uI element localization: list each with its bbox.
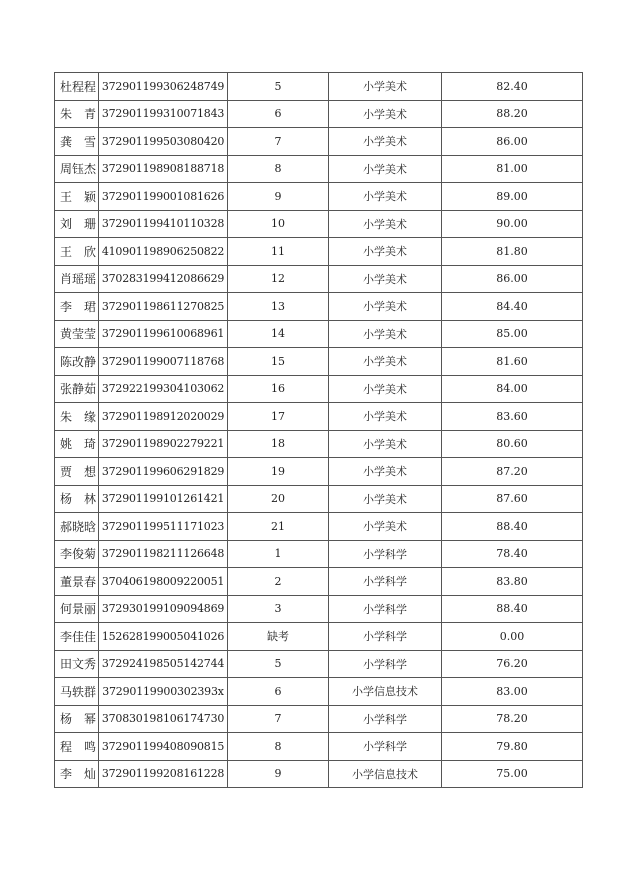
- cell-draw-number: 21: [228, 513, 329, 541]
- table-row: [55, 238, 583, 266]
- cell-draw-number: 6: [228, 678, 329, 706]
- cell-subject: 小学科学: [329, 650, 442, 678]
- cell-subject: 小学科学: [329, 568, 442, 596]
- cell-subject: 小学科学: [329, 705, 442, 733]
- table-row: [55, 458, 583, 486]
- table-row: [55, 430, 583, 458]
- table-row: [55, 403, 583, 431]
- cell-name: 陈改静: [55, 348, 99, 376]
- cell-score: 83.00: [442, 678, 583, 706]
- cell-subject: 小学美术: [329, 265, 442, 293]
- cell-score: 83.60: [442, 403, 583, 431]
- cell-draw-number: 7: [228, 128, 329, 156]
- cell-draw-number: 8: [228, 155, 329, 183]
- cell-score: 84.00: [442, 375, 583, 403]
- cell-score: 87.20: [442, 458, 583, 486]
- cell-subject: 小学美术: [329, 320, 442, 348]
- cell-id-number: 372901199208161228: [99, 760, 228, 788]
- table-row: [55, 210, 583, 238]
- cell-id-number: 372901199610068961: [99, 320, 228, 348]
- cell-draw-number: 15: [228, 348, 329, 376]
- cell-name: 姚 琦: [55, 430, 99, 458]
- cell-draw-number: 10: [228, 210, 329, 238]
- cell-id-number: 372924198505142744: [99, 650, 228, 678]
- cell-draw-number: 1: [228, 540, 329, 568]
- cell-id-number: 372901199001081626: [99, 183, 228, 211]
- table-row: [55, 183, 583, 211]
- cell-subject: 小学美术: [329, 238, 442, 266]
- cell-score: 82.40: [442, 73, 583, 101]
- cell-id-number: 372930199109094869: [99, 595, 228, 623]
- cell-score: 88.20: [442, 100, 583, 128]
- cell-score: 0.00: [442, 623, 583, 651]
- cell-name: 王 欣: [55, 238, 99, 266]
- table-row: [55, 705, 583, 733]
- table-row: [55, 760, 583, 788]
- table-row: [55, 100, 583, 128]
- cell-name: 郝晓晗: [55, 513, 99, 541]
- cell-name: 龚 雪: [55, 128, 99, 156]
- cell-score: 88.40: [442, 595, 583, 623]
- cell-draw-number: 18: [228, 430, 329, 458]
- cell-score: 81.60: [442, 348, 583, 376]
- cell-id-number: 372901199511171023: [99, 513, 228, 541]
- cell-score: 85.00: [442, 320, 583, 348]
- cell-score: 78.40: [442, 540, 583, 568]
- cell-score: 76.20: [442, 650, 583, 678]
- cell-score: 83.80: [442, 568, 583, 596]
- cell-score: 78.20: [442, 705, 583, 733]
- cell-draw-number: 17: [228, 403, 329, 431]
- cell-id-number: 372901198908188718: [99, 155, 228, 183]
- cell-draw-number: 9: [228, 183, 329, 211]
- cell-id-number: 372901199408090815: [99, 733, 228, 761]
- cell-name: 田文秀: [55, 650, 99, 678]
- cell-draw-number: 14: [228, 320, 329, 348]
- cell-name: 杜程程: [55, 73, 99, 101]
- cell-score: 87.60: [442, 485, 583, 513]
- cell-id-number: 372901199310071843: [99, 100, 228, 128]
- cell-subject: 小学科学: [329, 623, 442, 651]
- cell-id-number: 372901199007118768: [99, 348, 228, 376]
- cell-subject: 小学美术: [329, 155, 442, 183]
- cell-id-number: 37290119900302393x: [99, 678, 228, 706]
- cell-name: 杨 林: [55, 485, 99, 513]
- cell-score: 75.00: [442, 760, 583, 788]
- cell-id-number: 372901198912020029: [99, 403, 228, 431]
- cell-id-number: 372901198611270825: [99, 293, 228, 321]
- cell-subject: 小学信息技术: [329, 760, 442, 788]
- cell-id-number: 372901199606291829: [99, 458, 228, 486]
- cell-id-number: 152628199005041026: [99, 623, 228, 651]
- table-row: [55, 320, 583, 348]
- table-row: [55, 678, 583, 706]
- cell-score: 88.40: [442, 513, 583, 541]
- cell-subject: 小学美术: [329, 293, 442, 321]
- cell-draw-number: 11: [228, 238, 329, 266]
- table-row: [55, 623, 583, 651]
- table-row: [55, 485, 583, 513]
- score-table: [54, 72, 583, 788]
- table-row: [55, 348, 583, 376]
- cell-name: 杨 幂: [55, 705, 99, 733]
- cell-subject: 小学科学: [329, 595, 442, 623]
- table-row: [55, 568, 583, 596]
- table-row: [55, 155, 583, 183]
- cell-id-number: 370406198009220051: [99, 568, 228, 596]
- table-row: [55, 540, 583, 568]
- cell-draw-number: 缺考: [228, 623, 329, 651]
- cell-id-number: 372901199503080420: [99, 128, 228, 156]
- cell-score: 81.80: [442, 238, 583, 266]
- cell-subject: 小学美术: [329, 430, 442, 458]
- cell-name: 何景丽: [55, 595, 99, 623]
- cell-name: 黄莹莹: [55, 320, 99, 348]
- cell-subject: 小学美术: [329, 485, 442, 513]
- cell-name: 贾 想: [55, 458, 99, 486]
- cell-subject: 小学美术: [329, 73, 442, 101]
- table-row: [55, 513, 583, 541]
- cell-score: 84.40: [442, 293, 583, 321]
- cell-subject: 小学美术: [329, 375, 442, 403]
- cell-subject: 小学美术: [329, 513, 442, 541]
- table-row: [55, 293, 583, 321]
- cell-subject: 小学美术: [329, 348, 442, 376]
- cell-subject: 小学信息技术: [329, 678, 442, 706]
- cell-name: 李佳佳: [55, 623, 99, 651]
- cell-name: 张静茹: [55, 375, 99, 403]
- cell-draw-number: 9: [228, 760, 329, 788]
- cell-id-number: 370283199412086629: [99, 265, 228, 293]
- table-row: [55, 375, 583, 403]
- cell-name: 肖瑶瑶: [55, 265, 99, 293]
- cell-id-number: 372901199306248749: [99, 73, 228, 101]
- cell-draw-number: 6: [228, 100, 329, 128]
- cell-subject: 小学美术: [329, 458, 442, 486]
- cell-name: 刘 珊: [55, 210, 99, 238]
- cell-score: 86.00: [442, 265, 583, 293]
- cell-draw-number: 7: [228, 705, 329, 733]
- cell-score: 90.00: [442, 210, 583, 238]
- table-row: [55, 73, 583, 101]
- cell-subject: 小学美术: [329, 183, 442, 211]
- cell-subject: 小学美术: [329, 403, 442, 431]
- cell-name: 朱 缘: [55, 403, 99, 431]
- score-table-body: [55, 73, 583, 788]
- cell-draw-number: 2: [228, 568, 329, 596]
- cell-draw-number: 5: [228, 73, 329, 101]
- cell-score: 89.00: [442, 183, 583, 211]
- table-row: [55, 595, 583, 623]
- cell-name: 朱 青: [55, 100, 99, 128]
- cell-score: 79.80: [442, 733, 583, 761]
- cell-name: 程 鸣: [55, 733, 99, 761]
- cell-draw-number: 12: [228, 265, 329, 293]
- cell-draw-number: 3: [228, 595, 329, 623]
- cell-name: 周钰杰: [55, 155, 99, 183]
- cell-subject: 小学科学: [329, 733, 442, 761]
- cell-score: 80.60: [442, 430, 583, 458]
- cell-subject: 小学美术: [329, 210, 442, 238]
- cell-draw-number: 5: [228, 650, 329, 678]
- table-row: [55, 128, 583, 156]
- cell-score: 86.00: [442, 128, 583, 156]
- cell-name: 李俊菊: [55, 540, 99, 568]
- cell-draw-number: 16: [228, 375, 329, 403]
- cell-subject: 小学科学: [329, 540, 442, 568]
- table-row: [55, 650, 583, 678]
- cell-draw-number: 20: [228, 485, 329, 513]
- cell-name: 李 珺: [55, 293, 99, 321]
- table-row: [55, 733, 583, 761]
- cell-id-number: 410901198906250822: [99, 238, 228, 266]
- cell-name: 李 灿: [55, 760, 99, 788]
- cell-draw-number: 19: [228, 458, 329, 486]
- cell-score: 81.00: [442, 155, 583, 183]
- cell-id-number: 372901198211126648: [99, 540, 228, 568]
- cell-name: 王 颖: [55, 183, 99, 211]
- cell-id-number: 372901199101261421: [99, 485, 228, 513]
- cell-id-number: 370830198106174730: [99, 705, 228, 733]
- cell-name: 马轶群: [55, 678, 99, 706]
- cell-subject: 小学美术: [329, 100, 442, 128]
- cell-draw-number: 8: [228, 733, 329, 761]
- cell-id-number: 372901198902279221: [99, 430, 228, 458]
- table-row: [55, 265, 583, 293]
- cell-draw-number: 13: [228, 293, 329, 321]
- cell-id-number: 372901199410110328: [99, 210, 228, 238]
- cell-id-number: 372922199304103062: [99, 375, 228, 403]
- cell-subject: 小学美术: [329, 128, 442, 156]
- cell-name: 董景春: [55, 568, 99, 596]
